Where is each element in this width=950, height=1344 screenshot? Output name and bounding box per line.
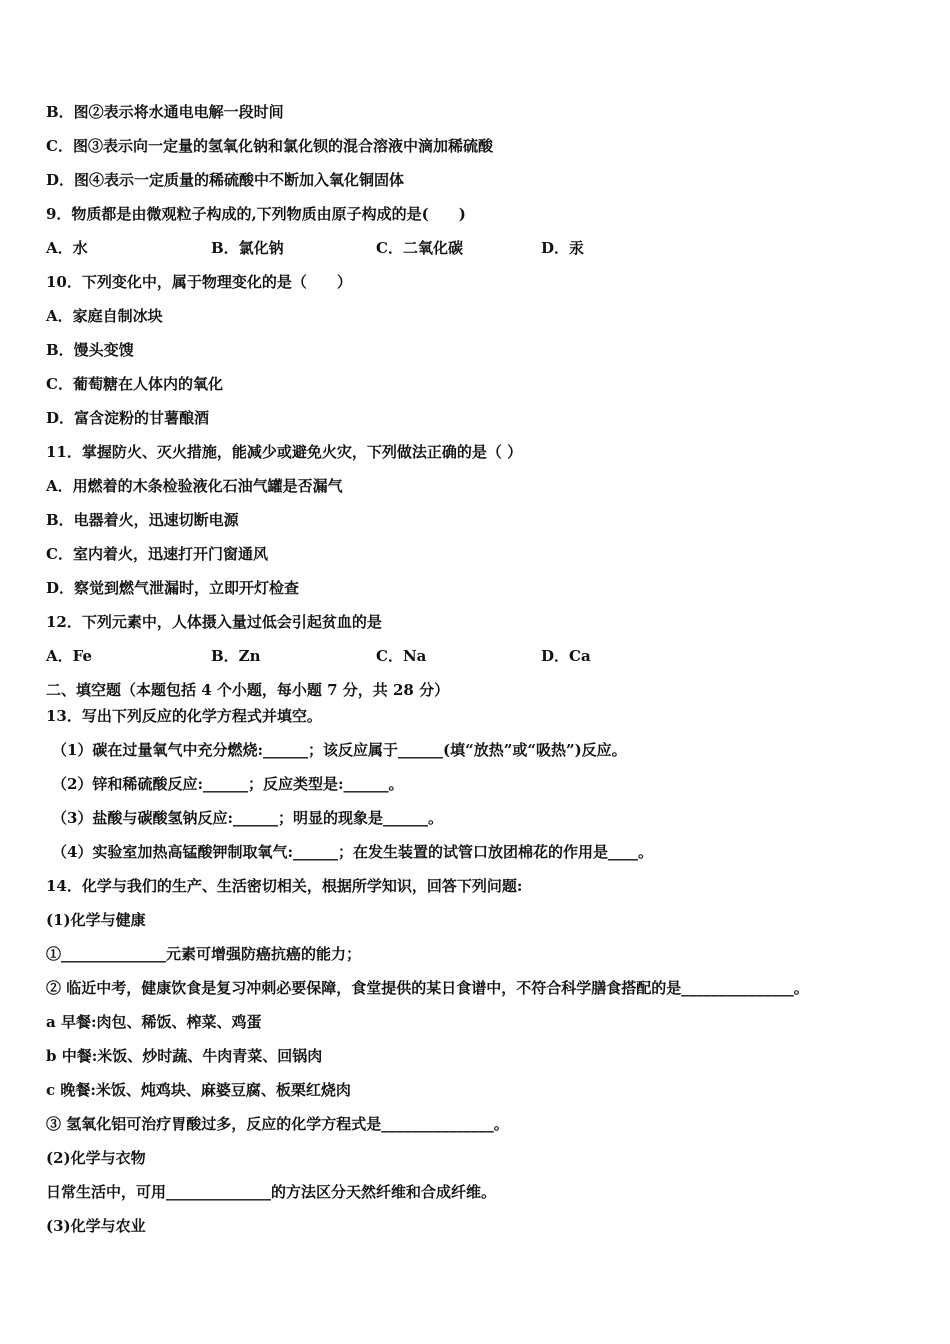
q9-option-b: B．氯化钠 [211, 239, 284, 257]
q13-part-4: （4）实验室加热高锰酸钾制取氧气:______；在发生装置的试管口放团棉花的作用是____。 [52, 843, 653, 861]
line-1: C．图③表示向一定量的氢氧化钠和氯化钡的混合溶液中滴加稀硫酸 [46, 137, 493, 155]
menu-lunch: b 中餐:米饭、炒时蔬、牛肉青菜、回锅肉 [46, 1047, 323, 1065]
question-11: 11．掌握防火、灭火措施，能减少或避免火灾，下列做法正确的是（ ） [46, 443, 523, 461]
q10-option-a: A．家庭自制冰块 [46, 307, 163, 325]
q9-option-a: A．水 [46, 239, 88, 257]
q11-option-b: B．电器着火，迅速切断电源 [46, 511, 239, 529]
line-2: D．图④表示一定质量的稀硫酸中不断加入氧化铜固体 [46, 171, 405, 189]
q14-item-1: ①______________元素可增强防癌抗癌的能力； [46, 945, 362, 963]
q14-sub-2: (2)化学与衣物 [46, 1149, 146, 1167]
q13-part-1: （1）碳在过量氧气中充分燃烧:______；该反应属于______(填“放热”或“吸热”)反应。 [52, 741, 627, 759]
q12-option-d: D．Ca [541, 647, 591, 665]
q10-option-d: D．富含淀粉的甘薯酿酒 [46, 409, 210, 427]
q14-fiber: 日常生活中，可用______________的方法区分天然纤维和合成纤维。 [46, 1183, 497, 1201]
q12-option-c: C．Na [376, 647, 427, 665]
question-12: 12．下列元素中，人体摄入量过低会引起贫血的是 [46, 613, 382, 631]
question-14: 14．化学与我们的生产、生活密切相关，根据所学知识，回答下列问题: [46, 877, 523, 895]
q9-option-d: D．汞 [541, 239, 585, 257]
menu-breakfast: a 早餐:肉包、稀饭、榨菜、鸡蛋 [46, 1013, 262, 1031]
q10-option-c: C．葡萄糖在人体内的氧化 [46, 375, 223, 393]
q11-option-c: C．室内着火，迅速打开门窗通风 [46, 545, 268, 563]
q12-option-b: B．Zn [211, 647, 261, 665]
q11-option-d: D．察觉到燃气泄漏时，立即开灯检查 [46, 579, 300, 597]
menu-dinner: c 晚餐:米饭、炖鸡块、麻婆豆腐、板栗红烧肉 [46, 1081, 351, 1099]
q14-sub-3: (3)化学与农业 [46, 1217, 146, 1235]
q14-item-2: ② 临近中考，健康饮食是复习冲刺必要保障，食堂提供的某日食谱中，不符合科学膳食搭配的是_______________。 [46, 979, 809, 997]
question-9: 9．物质都是由微观粒子构成的,下列物质由原子构成的是( ) [46, 205, 466, 223]
question-13: 13．写出下列反应的化学方程式并填空。 [46, 707, 322, 725]
q10-option-b: B．馒头变馊 [46, 341, 134, 359]
q9-option-c: C．二氧化碳 [376, 239, 463, 257]
q12-option-a: A．Fe [46, 647, 93, 665]
section-heading: 二、填空题（本题包括 4 个小题，每小题 7 分，共 28 分） [46, 681, 450, 699]
q14-sub-1: (1)化学与健康 [46, 911, 146, 929]
q13-part-3: （3）盐酸与碳酸氢钠反应:______；明显的现象是______。 [52, 809, 443, 827]
line-0: B．图②表示将水通电电解一段时间 [46, 103, 284, 121]
q12-options [46, 646, 926, 666]
q13-part-2: （2）锌和稀硫酸反应:______；反应类型是:______。 [52, 775, 404, 793]
q14-item-3: ③ 氢氧化铝可治疗胃酸过多，反应的化学方程式是_______________。 [46, 1115, 509, 1133]
q11-option-a: A．用燃着的木条检验液化石油气罐是否漏气 [46, 477, 343, 495]
q9-options [46, 238, 926, 258]
question-10: 10．下列变化中，属于物理变化的是（ ） [46, 273, 352, 291]
